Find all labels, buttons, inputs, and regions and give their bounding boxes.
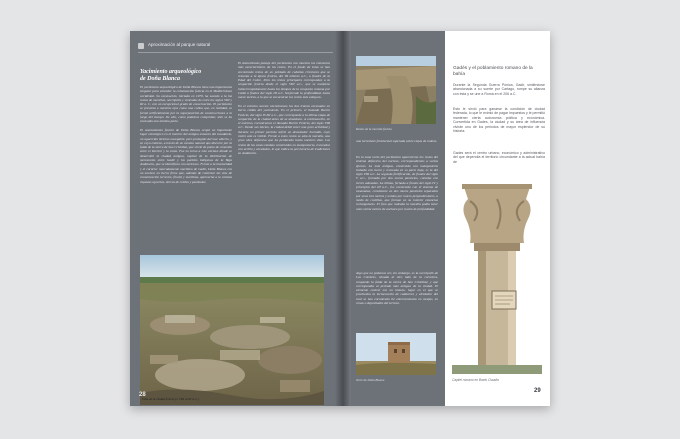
article-title-line2: de Doña Blanca: [140, 76, 181, 82]
ruins-illustration: [140, 255, 324, 405]
right-column-text-2: Algo que no podemos ver, sin embargo, es la necrópolis de Las Cumbres, situada al otro lado de la carretera, ocupando la falda de la sierra de San Cristóbal, y que correspondía al periodo más antiguo de la ciudad. El elemento central era un túmulo, lugar en el que se practicaba la incineración de cadáveres y alrededor del cual se han encontrado 62 enterramientos en vasijas, en urnas o depositados del terreno.: [356, 271, 438, 306]
open-book: [130, 31, 550, 406]
capital-caption: Capitel romano en Baelo Claudia: [452, 378, 499, 382]
article-title: [140, 69, 230, 83]
page-header: [138, 42, 333, 52]
section-title: Aproximación al parque natural: [148, 42, 211, 47]
left-column-text: El yacimiento arqueológico de Doña Blanca tiene una importancia singular para entender la colonización fenicia en el Mediterráneo occidental. Su excavación, iniciada en 1979, ha sacado a la luz restos de murallas, necrópolis y viviendas de entre los siglos VIII y III a. C. con un excepcional grado de conservación. El yacimiento se presenta a nuestros ojos como una colina que, en realidad, se formó artificialmente por la superposición de construcciones a lo largo del tiempo. De ello, como podemos comprobar, sólo se ha excavado una mínima parte. El asentamiento fenicio de Doña Blanca ocupó un importante lugar estratégico en el interior del antiguo estuario del Guadalete, un aguerrido término navegable, pero protegido del mar abierto, y en cuyo entorno, a través de un camino natural que discurre por la falda de la sierra de San Cristóbal, que sirvió de punto de conexión entre el interior y la costa. Fue en torno a este enclave donde se desarrolló la ciudad antigua, capital de la distribución de mercancías entre Gadir y los pueblos indígenas de la Baja Andalucía, que se identifican con tartessos. Frente a la insularidad y el carácter marcadamente marítimo de Gadir, Doña Blanca era un enclave en tierra firme que, además de controlar las vías de comunicación terrestre, fluvial y marítima, aprovecha a la colonia riquezas agrarias, tierras de cultivo y pastizales.: [140, 85, 232, 184]
tower-illustration: [356, 333, 436, 375]
right-intro-text: una torreshere fenicia/sial superada sobre viejas de rodeos.: [356, 139, 438, 143]
capital-photo: [452, 179, 542, 374]
panel-paragraph-1: Durante la Segunda Guerra Púnica, Gadir, sintiéndose abandonada a su suerte por Cartago, rompe su alianza con ésta y se une a Roma en el 206 a.C.: [453, 83, 545, 96]
panel-title: Gadés y el poblamiento romano de la bahía: [453, 66, 533, 77]
ruins-caption: Vista de la ciudad fenicia (s. VIII al III a.C.): [142, 397, 199, 401]
book-spine: [335, 31, 351, 406]
page-number-left: 28: [139, 392, 146, 398]
capital-column-illustration: [452, 179, 542, 374]
wall-illustration: [356, 56, 436, 124]
wall-caption: Restos de la muralla fenicia: [356, 127, 392, 131]
square-bullet-icon: [138, 43, 144, 49]
panel-paragraph-2: Esto le sirvió para ganarse la condición de ciudad federada, lo que le eximió de pagar impuestos y le permitió mantener cierta autonomía política y económica. Convertida en Gades, la ciudad y su área de influencia vivirán uno de los periodos de mayor esplendor de su historia.: [453, 107, 545, 134]
right-column-text: En la zona norte del yacimiento aparecieron los restos del sistema defensivo del enclave, correspondientes a varias épocas. La más antigua, construida con mampostería trabada con barro y revocada en su parte baja, es la del siglo VIII a.C. La segunda fortificación, de finales del siglo V a.C., formada por dos muros paralelos, contaba con torres adosadas. La última, fechada a finales del siglo IV y principios del III a.C., fue construida con el sistema de casamatas, consistente en dos muros paralelos separados por unos tres metros y unidos por muros perpendiculares, a modo de costillas, que forman en su interior estancias rectangulares. El foso que rodeaba la muralla podía tener unos veinte metros de anchura por cuatro de profundidad.: [356, 155, 438, 211]
article-title-line1: Yacimiento arqueológico: [140, 69, 202, 75]
tower-photo: [356, 333, 436, 375]
wall-photo: [356, 56, 436, 124]
panel-paragraph-3: Gades será el centro urbano, económico y administrativo del que dependía el territorio circundante a la actual bahía de: [453, 151, 545, 164]
header-rule: [138, 52, 333, 53]
ruins-photo: [140, 255, 324, 405]
tower-caption: Torre de Doña Blanca: [356, 378, 385, 382]
left-column2-text: El domesticado paisaje del yacimiento nos muestra los elementos más característicos de los restos. En el fondo de éstas se han encontrado restos de un poblado de cabañas circulares que se remonta a la época fenicia, del III milenio a.C., a finales de la Edad del Cobre. Pero los restos principales corresponden a la ocupación fenicia desde el siglo VIII a.C., que se mantiene ininterrumpidamente hasta los tiempos de la conquista romana por Cádiz a finales del siglo III a.C. Sorprende la profundidad, hasta nueve metros, a la que se encuentran los restos más antiguos. En el extremo sureste encontramos los dos tramos excavados en tierra cálida del yacimiento. En el primero, el llamado Barrio Fenicio, del siglo IV-III a.C., que corresponde a la última etapa de ocupación de la ciudad antes de su abandono. A continuación, en el extremo, encontramos el llamado Barrio Fenicio, del siglo VIII a.C. Desde sus inicios, la ciudad debió tener una gran actividad y durante un primer periodo sufrió un devastador incendio, cuyo rastro aún es visible. Frente a estos restos se alza la muralla, una gran obra defensiva que ha perdurado hasta nuestros días. Los restos de las casas estaban construidos en mampostería, revocados con arcilla y encalados, lo que indica la pervivencia de tradiciones en Andalucía.: [238, 61, 330, 156]
page-number-right: 29: [534, 388, 541, 394]
